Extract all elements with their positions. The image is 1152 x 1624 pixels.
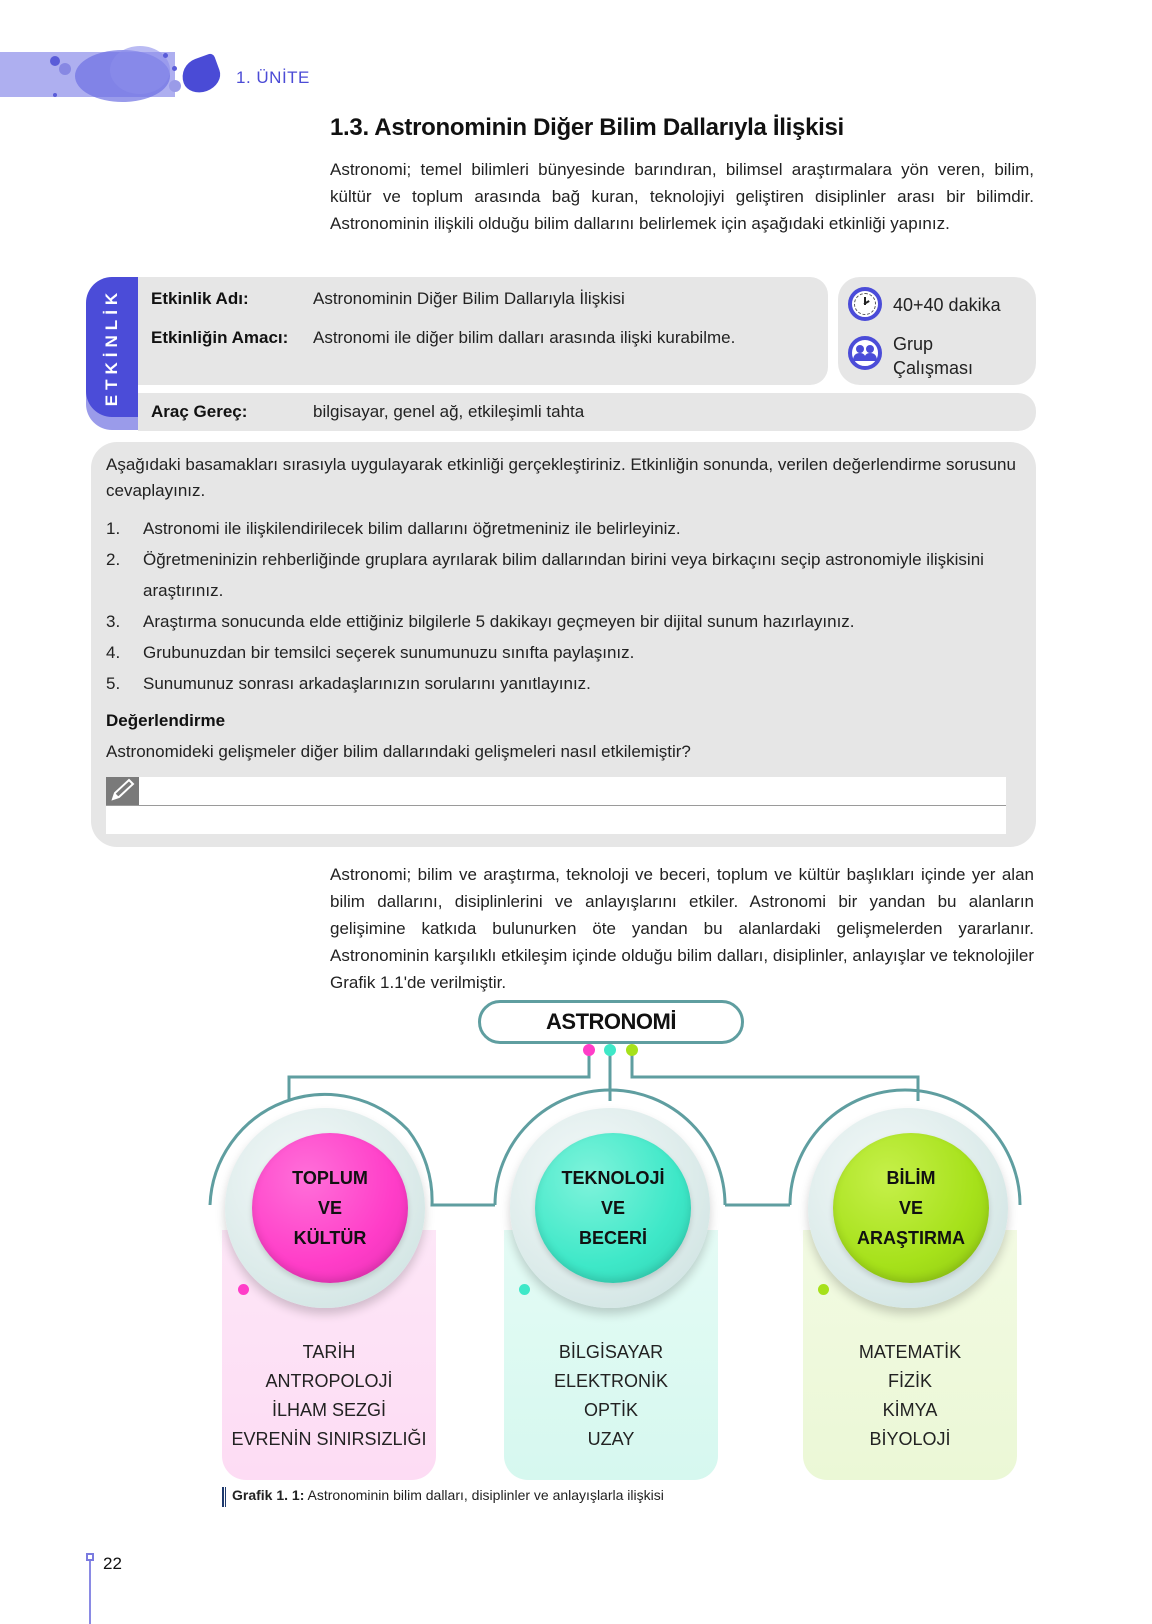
page-number: 22 <box>103 1554 122 1573</box>
unit-label: 1. ÜNİTE <box>236 68 310 87</box>
branch-dot <box>519 1284 530 1295</box>
branch-dot <box>238 1284 249 1295</box>
activity-name-value: Astronominin Diğer Bilim Dallarıyla İlişkisi <box>313 289 625 308</box>
activity-name-label: Etkinlik Adı: <box>151 289 249 308</box>
caption-bar <box>222 1487 226 1507</box>
branch-node-society: TOPLUM VE KÜLTÜR <box>252 1133 408 1283</box>
page-line <box>89 1561 91 1624</box>
figure-caption: Grafik 1. 1: Astronominin bilim dalları, disiplinler ve anlayışlarla ilişkisi <box>232 1487 664 1503</box>
branch-node-technology: TEKNOLOJİ VE BECERİ <box>535 1133 691 1283</box>
connector-dot-pink <box>583 1044 595 1056</box>
branch-node-science: BİLİM VE ARAŞTIRMA <box>833 1133 989 1283</box>
section-title: 1.3. Astronominin Diğer Bilim Dallarıyla İlişkisi <box>330 114 844 141</box>
page-marker-icon <box>86 1553 94 1561</box>
branch-items-technology: BİLGİSAYAR ELEKTRONİK OPTİK UZAY <box>553 1342 669 1449</box>
connector-dot-teal <box>604 1044 616 1056</box>
connector-dot-green <box>626 1044 638 1056</box>
activity-tools-value: bilgisayar, genel ağ, etkileşimli tahta <box>313 402 585 421</box>
evaluation-title: Değerlendirme <box>106 711 226 730</box>
section-intro: Astronomi; temel bilimleri bünyesinde barındıran, bilimsel araştırmalara yön veren, bilim, kültür ve toplum arasında bağ kuran, teknolojiyi geliştiren disiplinler arası bir bilimdir. Astronominin ilişkili olduğu bilim dallarını belirlemek için aşağıdaki etkinliği yapınız. <box>330 160 1034 233</box>
activity-tab-label: ETKİNLİK <box>102 287 122 407</box>
body-paragraph: Astronomi; bilim ve araştırma, teknoloji ve beceri, toplum ve kültür başlıkları içinde yer alan bilim dallarını, disiplinlerini ve anlayışlarını etkiler. Astronomi bir yandan bu alanların gelişimine katkıda bulunurken öte yandan bu alanlardaki gelişmelerden yararlanır. Astronominin karşılıklı etkileşim içinde olduğu bilim dalları, disiplinler, anlayışlar ve teknolojiler Grafik 1.1'de verilmiştir. <box>330 865 1034 992</box>
evaluation-question: Astronomideki gelişmeler diğer bilim dallarındaki gelişmeleri nasıl etkilemiştir? <box>106 742 691 761</box>
branch-items-science: MATEMATİK FİZİK KİMYA BİYOLOJİ <box>858 1342 962 1449</box>
steps-instructions: Aşağıdaki basamakları sırasıyla uygulayarak etkinliği gerçekleştiriniz. Etkinliğin sonunda, verilen değerlendirme sorusunu cevaplayınız. <box>106 455 1016 500</box>
branch-items-society: TARİH ANTROPOLOJİ İLHAM SEZGİ EVRENİN SINIRSIZLIĞI <box>231 1342 427 1449</box>
duration-text: 40+40 dakika <box>893 295 1001 315</box>
activity-aim-label: Etkinliğin Amacı: <box>151 328 289 347</box>
branch-dot <box>818 1284 829 1295</box>
diagram-root-node: ASTRONOMİ <box>478 1000 744 1044</box>
work-type-text: Grup Çalışması <box>893 334 974 378</box>
activity-aim-value: Astronomi ile diğer bilim dalları arasında ilişki kurabilme. <box>313 328 736 347</box>
activity-tools-label: Araç Gereç: <box>151 402 248 421</box>
